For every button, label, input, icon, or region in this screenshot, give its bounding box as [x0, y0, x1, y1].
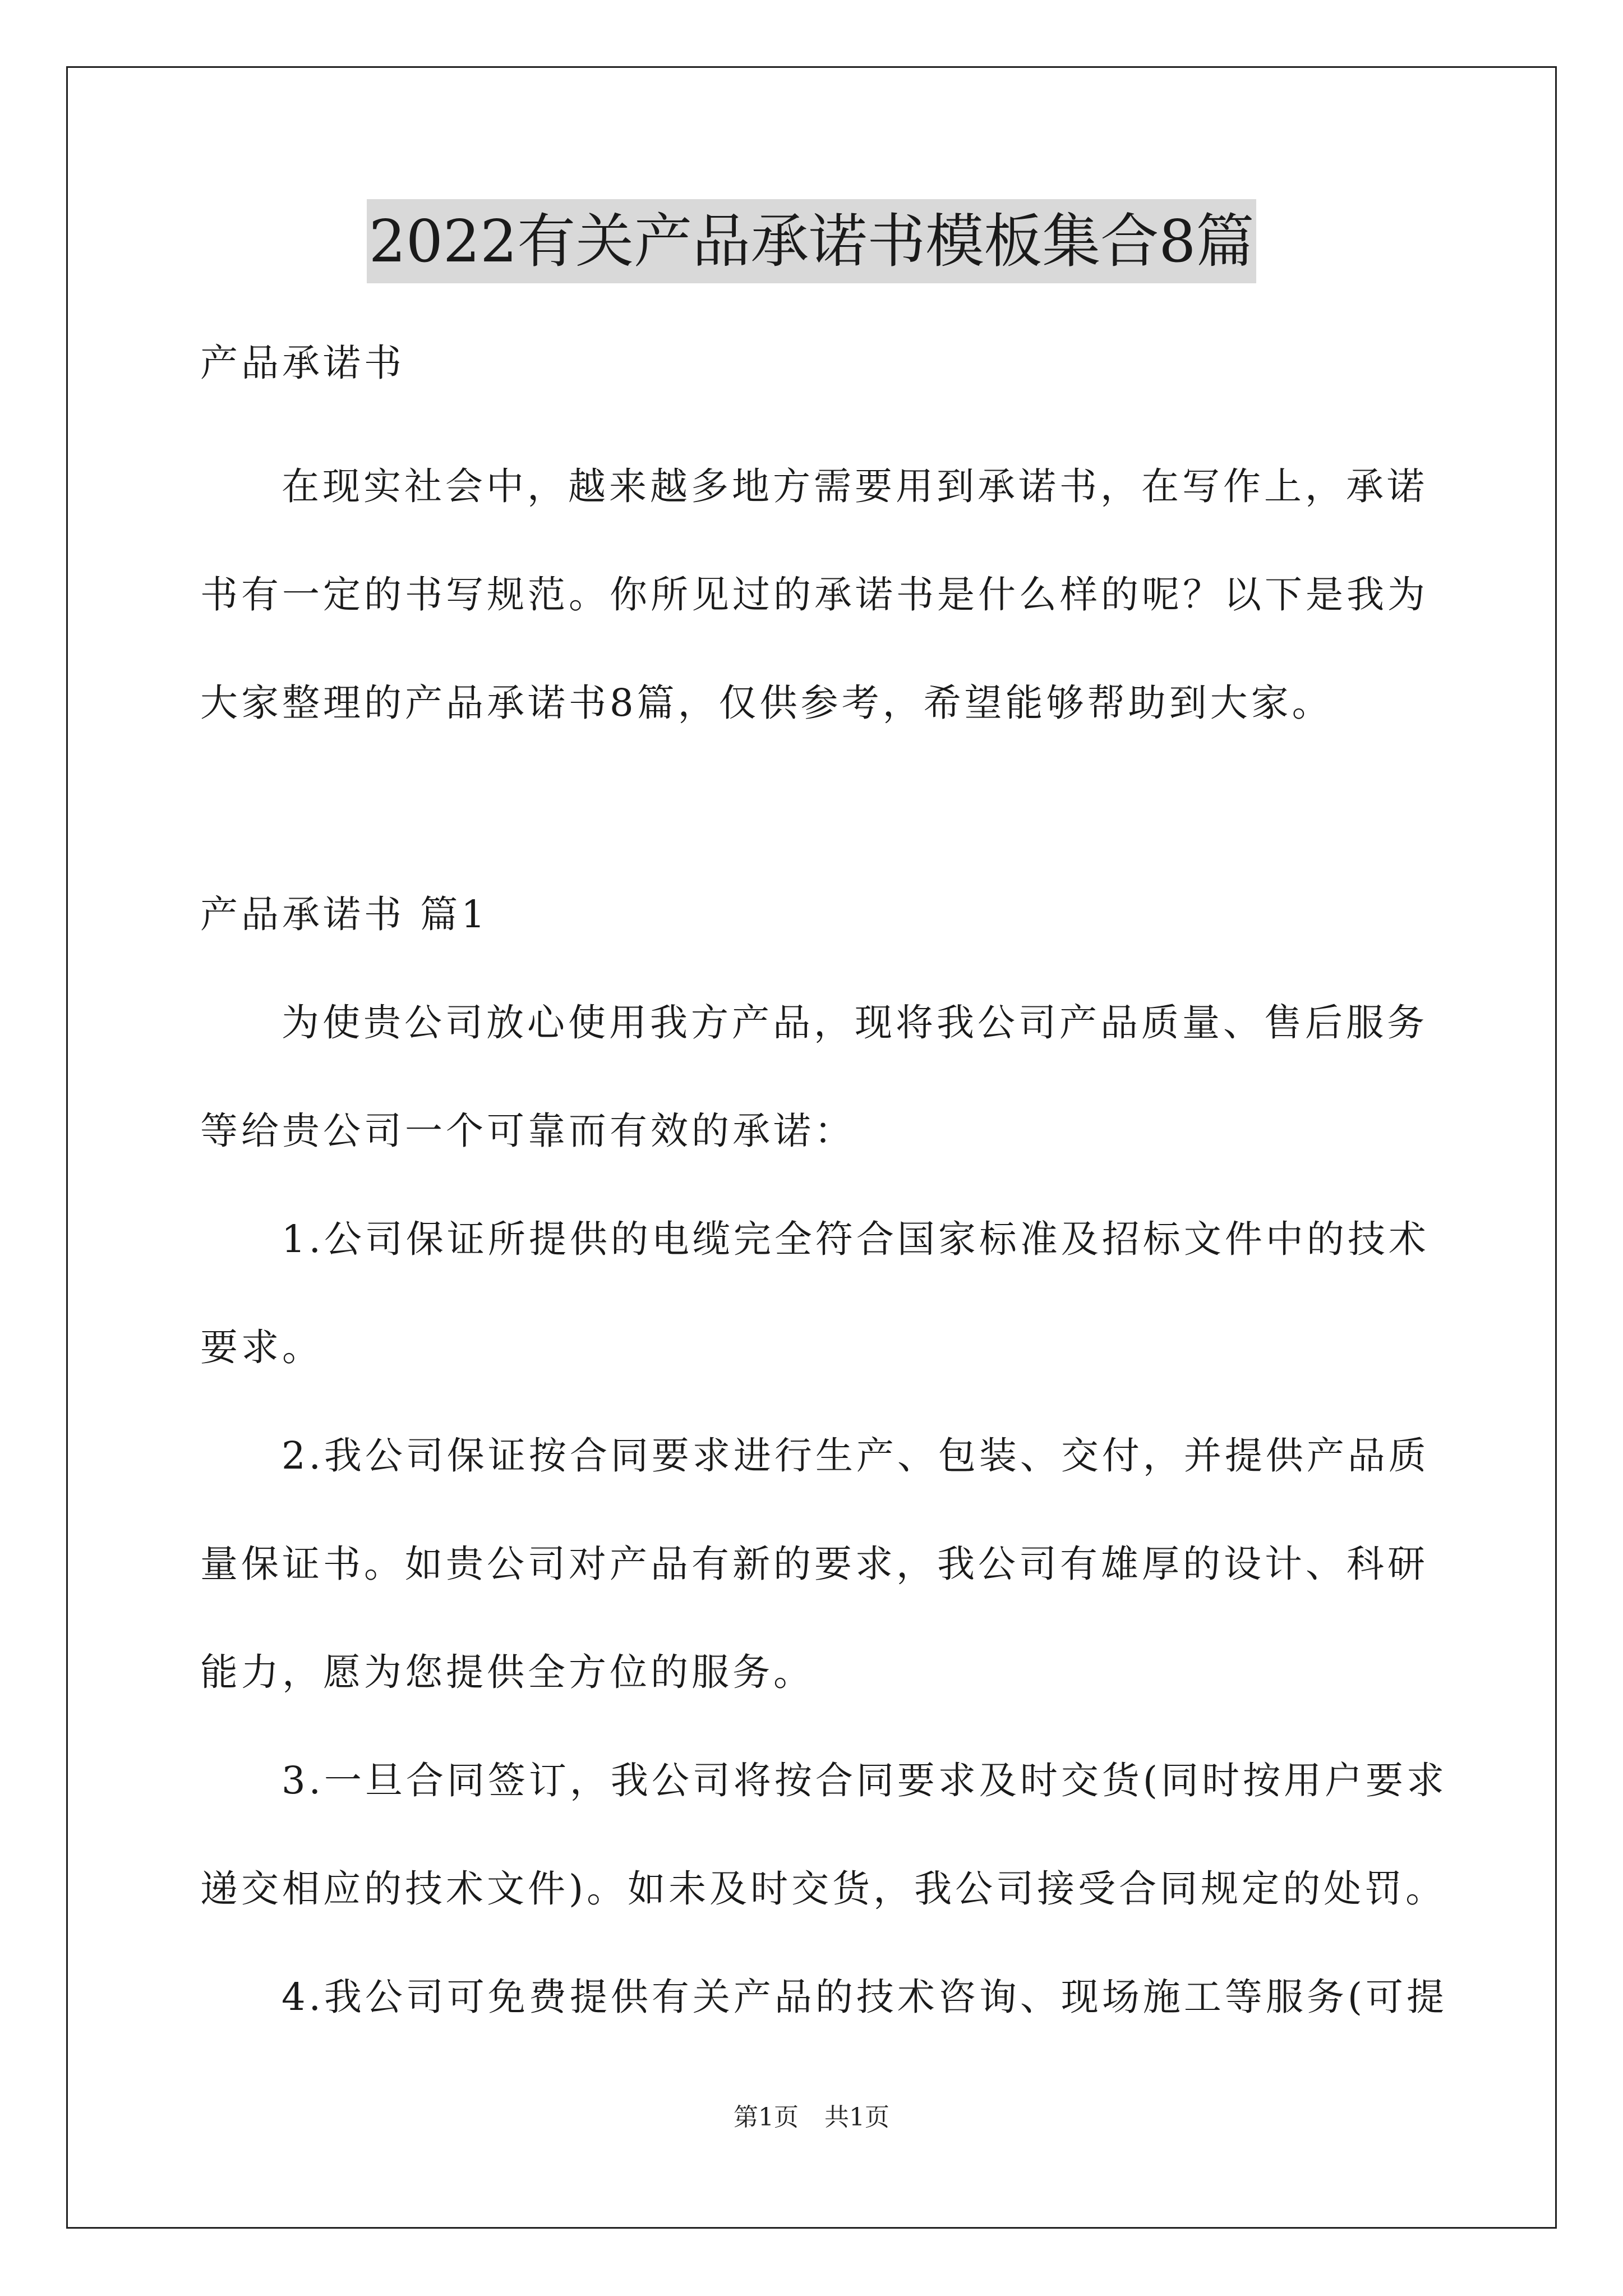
paragraph-line: 为使贵公司放心使用我方产品，现将我公司产品质量、售后服务 — [282, 1001, 1428, 1045]
paragraph-line: 2.我公司保证按合同要求进行生产、包装、交付，并提供产品质 — [282, 1434, 1430, 1478]
paragraph-line: 1.公司保证所提供的电缆完全符合国家标准及招标文件中的技术 — [282, 1217, 1430, 1261]
paragraph-line: 能力，愿为您提供全方位的服务。 — [200, 1650, 814, 1694]
section-heading: 产品承诺书 篇1 — [200, 892, 488, 936]
paragraph-line: 等给贵公司一个可靠而有效的承诺： — [200, 1109, 855, 1153]
title-container — [0, 199, 1623, 283]
paragraph-line: 书有一定的书写规范。你所见过的承诺书是什么样的呢？以下是我为 — [200, 573, 1428, 616]
document-title: 2022有关产品承诺书模板集合8篇 — [367, 199, 1257, 283]
paragraph-line: 在现实社会中，越来越多地方需要用到承诺书，在写作上，承诺 — [282, 464, 1428, 508]
page-number-total: 共1页 — [824, 2103, 889, 2132]
section-heading: 产品承诺书 — [200, 341, 405, 385]
paragraph-line: 大家整理的产品承诺书8篇，仅供参考，希望能够帮助到大家。 — [200, 681, 1333, 725]
paragraph-line: 4.我公司可免费提供有关产品的技术咨询、现场施工等服务(可提 — [282, 1975, 1448, 2019]
paragraph-line: 量保证书。如贵公司对产品有新的要求，我公司有雄厚的设计、科研 — [200, 1542, 1428, 1586]
page-footer — [0, 2101, 1623, 2134]
paragraph-line: 递交相应的技术文件)。如未及时交货，我公司接受合同规定的处罚。 — [200, 1867, 1447, 1911]
page-number-current: 第1页 — [734, 2103, 799, 2132]
paragraph-line: 3.一旦合同签订，我公司将按合同要求及时交货(同时按用户要求 — [282, 1759, 1448, 1802]
paragraph-line: 要求。 — [200, 1326, 323, 1369]
